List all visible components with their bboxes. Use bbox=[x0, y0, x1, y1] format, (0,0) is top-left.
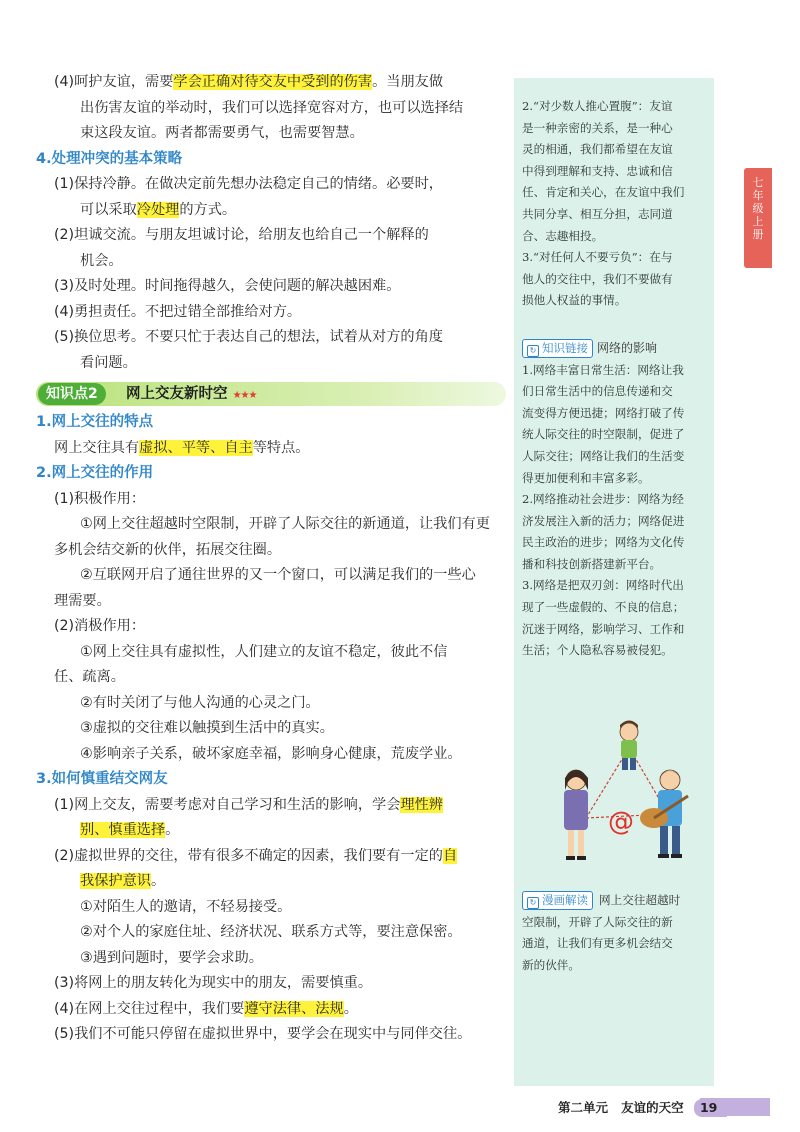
comic-illustration bbox=[538, 718, 698, 878]
section-heading: 4.处理冲突的基本策略 bbox=[36, 150, 183, 167]
note-line: 得更加便利和丰富多彩。 bbox=[522, 470, 650, 485]
sidebar-notes bbox=[514, 78, 714, 1086]
note-line: 3.网络是把双刃剑：网络时代出 bbox=[522, 578, 684, 593]
note-line: 任、肯定和关心，在友谊中我们 bbox=[522, 185, 685, 200]
note-line: 是一种亲密的关系，是一种心 bbox=[522, 120, 673, 135]
text-line: (3)及时处理。时间拖得越久，会使问题的解决越困难。 bbox=[54, 278, 401, 294]
text-line: (5)我们不可能只停留在虚拟世界中，要学会在现实中与同伴交往。 bbox=[54, 1026, 472, 1042]
text-line: 理需要。 bbox=[54, 592, 111, 609]
text-line: 出伤害友谊的举动时，我们可以选择宽容对方，也可以选择结 bbox=[80, 99, 464, 116]
sidebar-text bbox=[522, 96, 712, 662]
note-line: 灵的相通，我们都希望在友谊 bbox=[522, 142, 673, 157]
text-line: (4)在网上交往过程中，我们要遵守法律、法规。 bbox=[54, 1000, 358, 1017]
note-line: 现了一些虚假的、不良的信息； bbox=[522, 600, 685, 615]
text-line: 可以采取冷处理的方式。 bbox=[80, 201, 237, 218]
note-line: 2.“对少数人推心置腹”：友谊 bbox=[522, 99, 673, 113]
note-line: 济发展注入新的活力；网络促进 bbox=[522, 513, 685, 528]
text-line: ②对个人的家庭住址、经济状况、联系方式等，要注意保密。 bbox=[80, 924, 462, 940]
text-line: (5)换位思考。不要只忙于表达自己的想法，试着从对方的角度 bbox=[54, 329, 443, 345]
knowledge-link-header bbox=[522, 338, 712, 360]
knowledge-link-tag: ↻ 知识链接 bbox=[522, 339, 593, 358]
note-line: 通道，让我们有更多机会结交 bbox=[522, 936, 673, 951]
knowledge-point-title: 网上交友新时空 ★★★ bbox=[126, 386, 257, 402]
text-line: 束这段友谊。两者都需要勇气，也需要智慧。 bbox=[80, 125, 364, 141]
section-heading: 2.网上交往的作用 bbox=[36, 465, 154, 481]
text-line: (1)保持冷静。在做决定前先想办法稳定自己的情绪。必要时， bbox=[54, 176, 443, 192]
difficulty-stars: ★★★ bbox=[232, 390, 257, 401]
grade-tab bbox=[744, 168, 772, 268]
text-line: (2)坦诚交流。与朋友坦诚讨论，给朋友也给自己一个解释的 bbox=[54, 227, 429, 243]
text-line: (4)勇担责任。不把过错全部推给对方。 bbox=[54, 303, 302, 320]
note-line: 他人的交往中，我们不要做有 bbox=[522, 271, 673, 286]
text-line: ④影响亲子关系，破坏家庭幸福，影响身心健康，荒废学业。 bbox=[80, 745, 462, 762]
text-line: (2)消极作用： bbox=[54, 618, 146, 634]
note-line: 流变得方便迅捷；网络打破了传 bbox=[522, 405, 685, 420]
comic-header bbox=[522, 890, 712, 912]
comic-icon: ↻ bbox=[527, 897, 539, 909]
knowledge-point-bar bbox=[36, 382, 506, 406]
note-line: 2.网络推动社会进步：网络为经 bbox=[522, 492, 684, 507]
note-line: 播和科技创新搭建新平台。 bbox=[522, 556, 662, 571]
note-line: 合、志趣相投。 bbox=[522, 228, 604, 243]
note-line: 中得到理解和支持、忠诚和信 bbox=[522, 163, 673, 178]
text-line: 网上交往具有虚拟、平等、自主等特点。 bbox=[54, 439, 310, 456]
text-line: (4)呵护友谊，需要学会正确对待交友中受到的伤害。当朋友做 bbox=[54, 74, 444, 90]
page-footer bbox=[558, 1098, 727, 1117]
text-line: ①网上交往具有虚拟性，人们建立的友谊不稳定，彼此不信 bbox=[80, 643, 448, 660]
text-line: ③虚拟的交往难以触摸到生活中的真实。 bbox=[80, 720, 334, 736]
page-number: 19 bbox=[694, 1099, 727, 1117]
text-line: 别、慎重选择。 bbox=[80, 822, 180, 838]
comic-tag: ↻ 漫画解读 bbox=[522, 891, 593, 910]
note-line: 们日常生活中的信息传递和交 bbox=[522, 384, 673, 399]
knowledge-point-tag: 知识点2 bbox=[38, 383, 106, 405]
text-line: (1)网上交友，需要考虑对自己学习和生活的影响，学会理性辨 bbox=[54, 796, 443, 813]
text-line: 看问题。 bbox=[80, 354, 137, 371]
text-line: ①网上交往超越时空限制，开辟了人际交往的新通道，让我们有更 bbox=[80, 516, 490, 532]
comic-caption bbox=[522, 890, 712, 976]
note-line: 空限制，开辟了人际交往的新 bbox=[522, 914, 673, 929]
footer-title: 友谊的天空 bbox=[621, 1100, 684, 1115]
main-column bbox=[36, 70, 506, 1048]
text-line: 多机会结交新的伙伴，拓展交往圈。 bbox=[54, 541, 282, 558]
text-line: 我保护意识。 bbox=[80, 873, 166, 889]
note-line: 3.“对任何人不要亏负”：在与 bbox=[522, 250, 673, 265]
section-heading: 1.网上交往的特点 bbox=[36, 414, 154, 430]
note-line: 沉迷于网络，影响学习、工作和 bbox=[522, 621, 685, 636]
section-heading: 3.如何慎重结交网友 bbox=[36, 771, 168, 787]
text-line: (2)虚拟世界的交往，带有很多不确定的因素，我们要有一定的自 bbox=[54, 847, 458, 864]
text-line: ③遇到问题时，要学会求助。 bbox=[80, 949, 263, 966]
text-line: (1)积极作用： bbox=[54, 490, 146, 507]
grade-tab-label: 七年级上册 bbox=[752, 176, 764, 241]
note-line: 生活；个人隐私容易被侵犯。 bbox=[522, 643, 673, 658]
comic-line: 网上交往超越时 bbox=[599, 893, 681, 907]
note-line: 共同分享、相互分担，志同道 bbox=[522, 206, 673, 221]
note-line: 民主政治的进步；网络为文化传 bbox=[522, 535, 685, 550]
knowledge-link-title: 网络的影响 bbox=[597, 340, 658, 355]
text-line: ②有时关闭了与他人沟通的心灵之门。 bbox=[80, 694, 320, 711]
note-line: 新的伙伴。 bbox=[522, 957, 580, 972]
at-symbol: @ bbox=[608, 807, 634, 837]
text-line: (3)将网上的朋友转化为现实中的朋友，需要慎重。 bbox=[54, 975, 373, 991]
text-line: ①对陌生人的邀请，不轻易接受。 bbox=[80, 898, 292, 915]
text-line: ②互联网开启了通往世界的又一个窗口，可以满足我们的一些心 bbox=[80, 567, 476, 583]
text-line: 任、疏离。 bbox=[54, 669, 125, 685]
note-line: 1.网络丰富日常生活：网络让我 bbox=[522, 362, 684, 377]
link-icon: ↻ bbox=[527, 345, 539, 357]
text-line: 机会。 bbox=[80, 252, 123, 269]
footer-unit: 第二单元 bbox=[558, 1100, 609, 1115]
note-line: 统人际交往的时空限制，促进了 bbox=[522, 427, 685, 442]
note-line: 人际交往；网络让我们的生活变 bbox=[522, 448, 685, 463]
note-line: 损他人权益的事情。 bbox=[522, 293, 627, 308]
